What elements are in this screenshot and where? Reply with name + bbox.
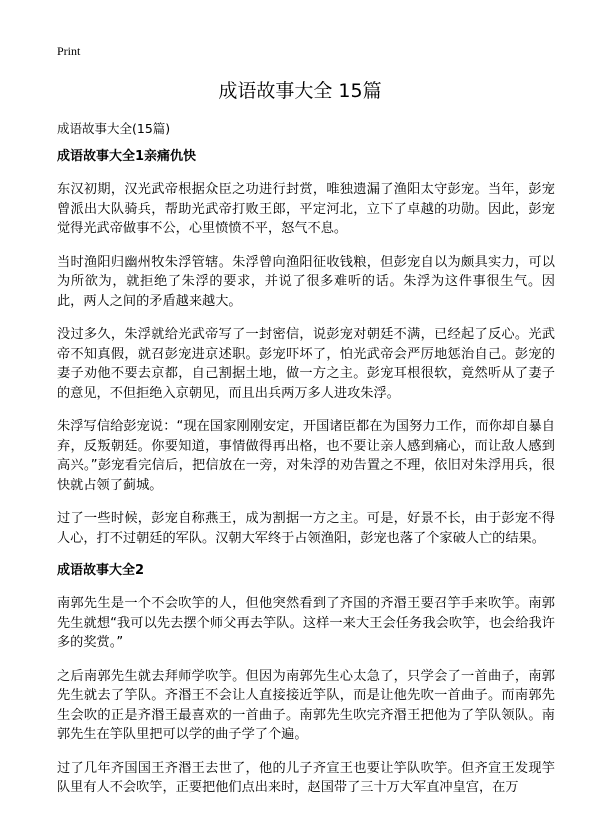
paragraph: 之后南郭先生就去拜师学吹竽。但因为南郭先生心太急了，只学会了一首曲子，南郭先生就去了竽队。齐湣王不会让人直接接近竽队，而是让他先吹一首曲子。而南郭先生会吹的正是齐湣王最喜欢的一首曲子。南郭先生吹完齐湣王把他为了竽队领队。南郭先生在竽队里把可以学的曲子学了个遍。 — [57, 668, 555, 742]
paragraph: 东汉初期，汉光武帝根据众臣之功进行封赏，唯独遗漏了渔阳太守彭宠。当年，彭宠曾派出大队骑兵，帮助光武帝打败王郎，平定河北，立下了卓越的功勋。因此，彭宠觉得光武帝做事不公，心里愤愤不平，怒气不息。 — [57, 182, 555, 236]
paragraph: 朱浮写信给彭宠说：“现在国家刚刚安定，开国诸臣都在为国努力工作，而你却自暴自弃，反叛朝廷。你要知道，事情做得再出格，也不要让亲人感到痛心，而让敌人感到高兴。”彭宠看完信后，把信放在一旁，对朱浮的劝告置之不理，依旧对朱浮用兵，很快就占领了蓟城。 — [57, 419, 555, 493]
section-heading: 成语故事大全2 — [57, 563, 145, 578]
paragraph: 过了一些时候，彭宠自称燕王，成为割据一方之主。可是，好景不长，由于彭宠不得人心，打不过朝廷的军队。汉朝大军终于占领渔阳，彭宠也落了个家破人亡的结果。 — [57, 511, 555, 546]
page-title: 成语故事大全 15篇 — [218, 80, 382, 102]
paragraph: 当时渔阳归幽州牧朱浮管辖。朱浮曾向渔阳征收钱粮，但彭宠自以为颇具实力，可以为所欲为，就拒绝了朱浮的要求，并说了很多难听的话。朱浮为这件事很生气。因此，两人之间的矛盾越来越大。 — [57, 254, 555, 309]
document-subtitle: 成语故事大全(15篇) — [57, 121, 171, 136]
story-section — [57, 148, 555, 548]
document-body — [57, 148, 555, 812]
paragraph: 过了几年齐国国王齐湣王去世了，他的儿子齐宣王也要让竽队吹竽。但齐宣王发现竽队里有人不会吹竽，正要把他们点出来时，赵国带了三十万大军直冲皇宫，在万 — [57, 760, 555, 795]
section-heading: 成语故事大全1亲痛仇快 — [57, 149, 197, 164]
paragraph: 南郭先生是一个不会吹竽的人，但他突然看到了齐国的齐湣王要召竽手来吹竽。南郭先生就想“我可以先去摆个师父再去竽队。这样一来大王会任务我会吹竽，也会给我许多的奖赏。” — [57, 596, 555, 650]
paragraph: 没过多久，朱浮就给光武帝写了一封密信，说彭宠对朝廷不满，已经起了反心。光武帝不知真假，就召彭宠进京述职。彭宠吓坏了，怕光武帝会严厉地惩治自己。彭宠的妻子劝他不要去京都，自己割据土地，做一方之主。彭宠耳根很软，竟然听从了妻子的意见，不但拒绝入京朝见，而且出兵两万多人进攻朱浮。 — [57, 327, 555, 401]
print-label: Print — [57, 44, 81, 58]
story-section — [57, 562, 555, 798]
